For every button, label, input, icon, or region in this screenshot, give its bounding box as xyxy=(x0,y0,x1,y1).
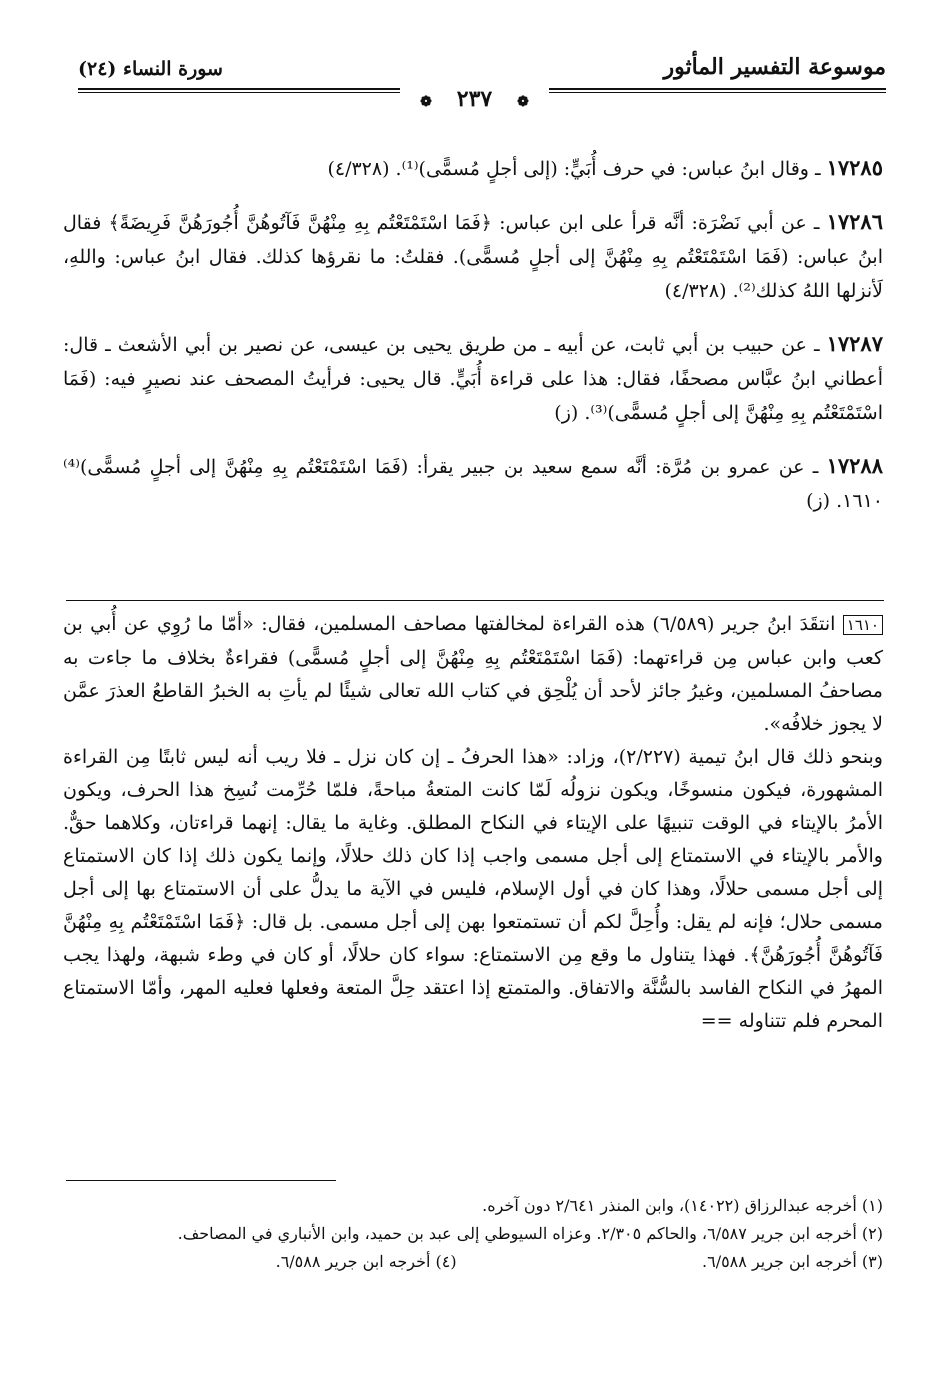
entry-text: ـ وقال ابنُ عباس: في حرف أُبَيٍّ: (إلى أجلٍ مُسمًّى)⁽¹⁾. (٤/٣٢٨) xyxy=(327,158,827,180)
commentary-box-number: ١٦١٠ xyxy=(843,615,883,635)
entry xyxy=(63,151,883,186)
ornament-icon: ❁ xyxy=(410,94,447,110)
entry-text: ـ عن حبيب بن أبي ثابت، عن أبيه ـ من طريق يحيى بن عيسى، عن نصير بن أبي الأشعث ـ قال: أعطاني ابنُ عبَّاس مصحفًا، فقال: هذا على قراءة أُبَيٍّ. قال يحيى: فرأيتُ المصحف عند نصيرٍ فيه: (فَمَا اسْتَمْتَعْتُم بِهِ مِنْهُنَّ إلى أجلٍ مُسمًّى)⁽³⁾. (ز) xyxy=(63,334,883,424)
commentary xyxy=(63,608,883,1038)
footnote-divider xyxy=(66,1180,336,1181)
section-divider xyxy=(66,600,884,601)
page-number xyxy=(0,86,949,112)
footnote: (٤) أخرجه ابن جرير ٦/٥٨٨. xyxy=(275,1252,457,1271)
entry-number: ١٧٢٨٦ xyxy=(826,209,883,234)
main-text xyxy=(63,132,883,532)
commentary-paragraph xyxy=(63,608,883,741)
entry xyxy=(63,449,883,518)
ornament-icon: ❁ xyxy=(502,94,539,110)
entry xyxy=(63,205,883,308)
entry-number: ١٧٢٨٥ xyxy=(826,155,883,180)
commentary-paragraph: وبنحو ذلك قال ابنُ تيمية (٢/٢٢٧)، وزاد: «هذا الحرفُ ـ إن كان نزل ـ فلا ريب أنه ليس ثابتًا مِن القراءة المشهورة، فيكون منسوخًا، ويكون نزولُه لَمّا كانت المتعةُ مباحةً، فلمّا حُرِّمت نُسِخ هذا الحرف، ويكون الأمرُ بالإيتاء في الوقت تنبيهًا على الإيتاء في النكاح المطلق. وغاية ما يقال: إنهما قراءتان، وكلاهما حقٌّ. والأمر بالإيتاء في الاستمتاع إلى أجل مسمى واجب إذا كان ذلك حلالًا، وإنما يكون ذلك إذا كان الاستمتاع إلى أجل مسمى حلالًا، وهذا كان في أول الإسلام، فليس في الآية ما يدلُّ على أن الاستمتاع بها إلى أجل مسمى حلال؛ فإنه لم يقل: وأُحِلَّ لكم أن تستمتعوا بهن إلى أجل مسمى. بل قال: ﴿فَمَا اسْتَمْتَعْتُم بِهِ مِنْهُنَّ فَآتُوهُنَّ أُجُورَهُنَّ﴾. فهذا يتناول ما وقع مِن الاستمتاع: سواء كان حلالًا، أو كان في وطء شبهة، ولهذا يجب المهرُ في النكاح الفاسد بالسُّنَّة والاتفاق. والمتمتع إذا اعتقد حِلَّ المتعة وفعلها فعليه المهر، وأمّا الاستمتاع المحرم فلم تتناوله == xyxy=(63,746,884,1032)
footnote: (١) أخرجه عبدالرزاق (١٤٠٢٢)، وابن المنذر ٢/٦٤١ دون آخره. xyxy=(482,1196,883,1215)
footnotes xyxy=(63,1192,883,1276)
entry xyxy=(63,327,883,430)
page-number-text: ٢٣٧ xyxy=(447,86,502,112)
entry-number: ١٧٢٨٨ xyxy=(826,453,883,478)
entry-text: ـ عن عمرو بن مُرَّة: أنَّه سمع سعيد بن جبير يقرأ: (فَمَا اسْتَمْتَعْتُم بِهِ مِنْهُنَّ إلى أجلٍ مُسمًّى)⁽⁴⁾ ١٦١٠. (ز) xyxy=(63,456,883,512)
footnote: (٣) أخرجه ابن جرير ٦/٥٨٨. xyxy=(702,1252,883,1271)
surah-label: سورة النساء (٢٤) xyxy=(78,58,223,80)
footnote: (٢) أخرجه ابن جرير ٦/٥٨٧، والحاكم ٢/٣٠٥. وعزاه السيوطي إلى عبد بن حميد، وابن الأنباري في المصاحف. xyxy=(177,1224,883,1243)
footnote-row xyxy=(63,1248,883,1276)
entry-number: ١٧٢٨٧ xyxy=(826,331,883,356)
book-title: موسوعة التفسير المأثور xyxy=(663,54,886,80)
commentary-text: انتقَدَ ابنُ جرير (٦/٥٨٩) هذه القراءة لمخالفتها مصاحف المسلمين، فقال: «أمّا ما رُوِي عن أُبي بن كعب وابن عباس مِن قراءتهما: (فَمَا اسْتَمْتَعْتُم بِهِ مِنْهُنَّ إلى أجلٍ مُسمًّى) فقراءةٌ بخلاف ما جاءت به مصاحفُ المسلمين، وغيرُ جائز لأحد أن يُلْحِق في كتاب الله تعالى شيئًا لم يأتِ به الخبرُ القاطعُ العذرَ عمَّن لا يجوز خلافُه». xyxy=(63,613,883,735)
entry-text: ـ عن أبي نَضْرَة: أنَّه قرأ على ابن عباس: ﴿فَمَا اسْتَمْتَعْتُم بِهِ مِنْهُنَّ فَآتُوهُنَّ أُجُورَهُنَّ فَرِيضَةً﴾ فقال ابنُ عباس: (فَمَا اسْتَمْتَعْتُم بِهِ مِنْهُنَّ إلى أجلٍ مُسمًّى). فقلتُ: ما نقرؤها كذلك. فقال ابنُ عباس: واللهِ، لَأنزلها اللهُ كذلك⁽²⁾. (٤/٣٢٨) xyxy=(63,212,883,302)
